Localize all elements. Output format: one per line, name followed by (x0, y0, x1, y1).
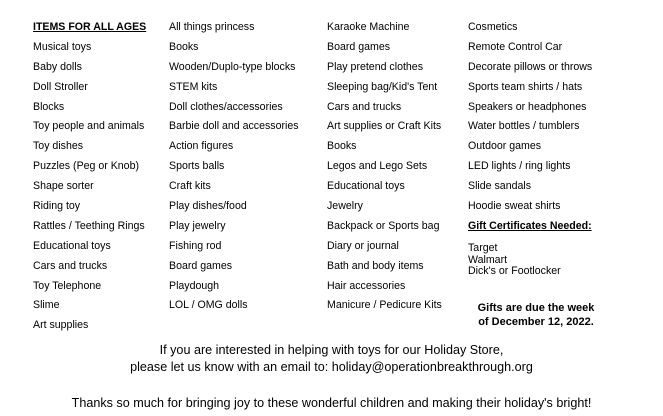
gift-certificates-list (468, 243, 561, 278)
list-item: Speakers or headphones (468, 100, 587, 113)
list-item: Legos and Lego Sets (327, 160, 428, 173)
list-item: Hoodie sweat shirts (468, 200, 561, 213)
list-item: Slime (33, 299, 60, 312)
list-item: LOL / OMG dolls (169, 299, 248, 312)
list-item: Sports team shirts / hats (468, 80, 583, 93)
list-item: Puzzles (Peg or Knob) (33, 160, 139, 173)
due-notice-line: Gifts are due the week (477, 302, 595, 314)
list-item: LED lights / ring lights (468, 160, 571, 173)
footer-email-line: please let us know with an email to: holiday@operationbreakthrough.org (130, 360, 533, 374)
list-item: Decorate pillows or throws (468, 60, 593, 73)
list-item: Educational toys (327, 180, 405, 193)
list-item: Blocks (33, 100, 65, 113)
list-item: Toy Telephone (33, 279, 102, 292)
list-item: Play dishes/food (169, 200, 247, 213)
list-item: Play pretend clothes (327, 60, 423, 73)
list-item: Board games (169, 259, 233, 272)
list-item: Toy people and animals (33, 120, 145, 133)
list-item: Outdoor games (468, 140, 542, 153)
due-notice (466, 302, 606, 329)
list-item: Target (468, 242, 498, 254)
list-item: Cars and trucks (33, 259, 108, 272)
list-item: Cosmetics (468, 21, 518, 33)
list-item: Playdough (169, 279, 220, 292)
list-item: All things princess (169, 21, 255, 33)
list-item: Art supplies (33, 319, 89, 332)
list-item: Cars and trucks (327, 100, 402, 113)
list-item: Sleeping bag/Kid's Tent (327, 80, 438, 93)
column-3 (327, 18, 442, 316)
list-item: Wooden/Duplo-type blocks (169, 60, 296, 73)
footer-thanks-line: Thanks so much for bringing joy to these wonderful children and making their holiday's bright! (71, 396, 592, 410)
list-item: Rattles / Teething Rings (33, 219, 145, 232)
list-item: Musical toys (33, 40, 92, 53)
list-item: Bath and body items (327, 259, 424, 272)
column-heading: ITEMS FOR ALL AGES (33, 21, 147, 33)
list-item: Slide sandals (468, 180, 532, 193)
list-item: Books (169, 40, 199, 53)
list-item: Walmart (468, 253, 508, 266)
list-item: Riding toy (33, 200, 81, 213)
gift-certificates-heading: Gift Certificates Needed: (468, 219, 592, 232)
list-item: STEM kits (169, 80, 218, 93)
list-item: Board games (327, 40, 391, 53)
list-item: Backpack or Sports bag (327, 219, 440, 232)
list-item: Jewelry (327, 200, 363, 213)
due-notice-line: of December 12, 2022. (478, 315, 594, 328)
list-item: Shape sorter (33, 180, 94, 193)
column-2 (169, 18, 299, 316)
list-item: Manicure / Pedicure Kits (327, 299, 442, 312)
list-item: Fishing rod (169, 239, 222, 252)
list-item: Craft kits (169, 180, 211, 193)
list-item: Karaoke Machine (327, 21, 410, 33)
column-4 (468, 18, 592, 237)
list-item: Educational toys (33, 239, 111, 252)
list-item: Doll Stroller (33, 80, 88, 93)
list-item: Baby dolls (33, 60, 82, 73)
list-item: Hair accessories (327, 279, 406, 292)
column-all-ages (33, 18, 146, 336)
list-item: Doll clothes/accessories (169, 100, 283, 113)
list-item: Diary or journal (327, 239, 399, 252)
list-item: Water bottles / tumblers (468, 120, 580, 133)
list-item: Remote Control Car (468, 40, 563, 53)
list-item: Toy dishes (33, 140, 84, 153)
list-item: Play jewelry (169, 219, 226, 232)
list-item: Dick's or Footlocker (468, 265, 561, 277)
footer-line: If you are interested in helping with toys for our Holiday Store, (159, 343, 504, 357)
list-item: Art supplies or Craft Kits (327, 120, 442, 133)
list-item: Action figures (169, 140, 234, 153)
list-item: Sports balls (169, 160, 225, 173)
list-item: Barbie doll and accessories (169, 120, 299, 133)
list-item: Books (327, 140, 357, 153)
